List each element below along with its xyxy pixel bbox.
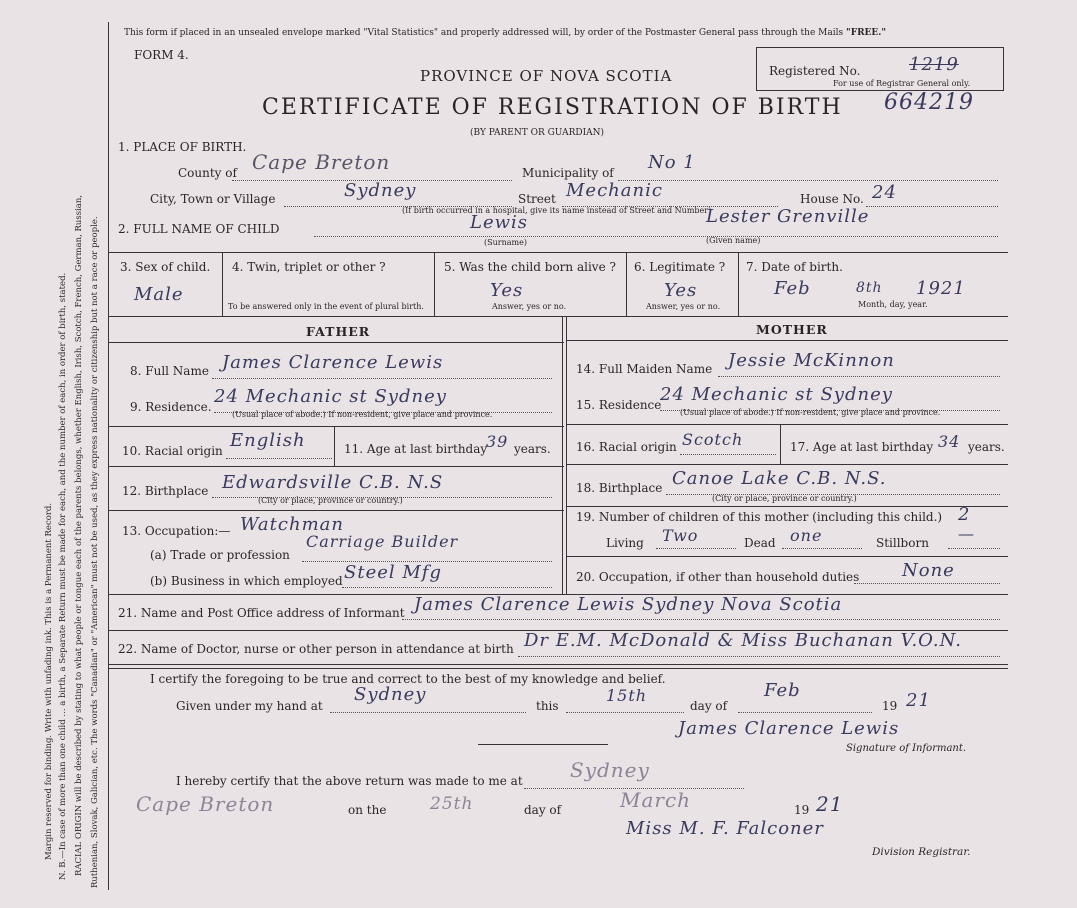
registered-number: 1219 [909,54,959,75]
street-value: Mechanic [566,180,663,201]
certify-day-label: day of [690,699,728,713]
place-section-label: 1. PLACE OF BIRTH. [118,140,247,154]
certify-year-prefix: 19 [882,699,898,713]
mother-name-label: 14. Full Maiden Name [576,362,713,376]
left-border [108,22,109,890]
informant-signature-caption: Signature of Informant. [846,743,967,754]
municipality-value: No 1 [648,152,696,173]
mail-free: "FREE." [846,28,887,38]
this-label: this [536,699,559,713]
given-place: Sydney [354,684,427,705]
mother-children-label: 19. Number of children of this mother (including this child.) [576,510,943,524]
date-label: 7. Date of birth. [746,260,843,274]
registrar-use-note: For use of Registrar General only. [833,79,971,88]
given-caption: (Given name) [706,236,761,245]
registrar-day: 25th [430,794,474,814]
sex-label: 3. Sex of child. [120,260,211,274]
house-label: House No. [800,192,864,206]
form-number: FORM 4. [134,48,189,62]
mother-residence-caption: (Usual place of abode.) If non-resident, give place and province. [680,408,941,417]
legitimate-label: 6. Legitimate ? [634,260,726,274]
mother-age-value: 34 [938,432,961,451]
father-birthplace-label: 12. Birthplace [122,484,209,498]
province-heading: PROVINCE OF NOVA SCOTIA [420,67,673,85]
sex-value: Male [134,284,184,305]
certify-month: Feb [764,680,801,701]
mother-race-label: 16. Racial origin [576,440,677,454]
mother-birthplace-caption: (City or place, province or country.) [712,494,857,503]
mother-birthplace-label: 18. Birthplace [576,481,663,495]
mother-residence-value: 24 Mechanic st Sydney [660,384,893,405]
father-trade-value: Carriage Builder [306,532,459,551]
twin-note: To be answered only in the event of plural birth. [228,302,424,311]
father-business-label: (b) Business in which employed [150,574,343,588]
mother-birthplace-value: Canoe Lake C.B. N.S. [672,468,887,489]
county-value: Cape Breton [252,150,391,174]
certificate-subtitle: (BY PARENT OR GUARDIAN) [470,128,605,138]
alive-label: 5. Was the child born alive ? [444,260,616,274]
stamp-number: 664219 [884,90,974,115]
sidebar-line-4: Ruthenian, Slovak, Galician, etc. The words "Canadian" or "American" must not be used, as they express nationality or citizenship but not a race or people. [90,216,100,888]
father-race-value: English [230,430,306,451]
registrar-year-prefix: 19 [794,803,810,817]
county-label: County of [178,166,237,180]
stillborn-label: Stillborn [876,536,929,550]
mother-age-label: 17. Age at last birthday [790,440,934,454]
dead-value: one [790,526,823,545]
date-caption: Month, day, year. [858,300,928,309]
father-birthplace-value: Edwardsville C.B. N.S [222,472,444,493]
father-residence-caption: (Usual place of abode.) If non-resident, give place and province. [232,410,493,419]
registered-box [756,47,1004,91]
child-name-label: 2. FULL NAME OF CHILD [118,222,280,236]
informant-label: 21. Name and Post Office address of Informant [118,606,405,620]
surname-caption: (Surname) [484,238,527,247]
registrar-year: 21 [816,792,844,816]
mail-notice: This form if placed in an unsealed envelope marked "Vital Statistics" and properly addressed will, by order of the Postmaster General pass through the Mails [124,28,844,38]
hospital-note: (If birth occurred in a hospital, give its name instead of Street and Number) [402,206,712,215]
date-day: 8th [856,280,883,296]
father-residence-label: 9. Residence. [130,400,212,414]
alive-caption: Answer, yes or no. [492,302,567,311]
mother-occupation-value: None [902,560,955,581]
living-label: Living [606,536,644,550]
legitimate-value: Yes [664,280,698,301]
father-name-value: James Clarence Lewis [222,352,444,373]
registrar-statement: I hereby certify that the above return was made to me at [176,774,523,788]
mother-residence-label: 15. Residence [576,398,662,412]
registrar-county: Cape Breton [136,792,275,816]
living-value: Two [662,526,699,545]
mother-age-unit: years. [968,440,1005,454]
legitimate-caption: Answer, yes or no. [646,302,721,311]
informant-value: James Clarence Lewis Sydney Nova Scotia [414,594,843,615]
father-age-unit: years. [514,442,551,456]
registrar-place: Sydney [570,758,650,782]
doctor-value: Dr E.M. McDonald & Miss Buchanan V.O.N. [524,630,962,651]
father-occupation-label: 13. Occupation:— [122,524,231,538]
father-race-label: 10. Racial origin [122,444,223,458]
sidebar-line-3: RACIAL ORIGIN will be described by stating to what people or tongue each of the parents belongs, whether English, Irish, Scotch, French, German, Russian, [74,194,84,876]
given-label: Given under my hand at [176,699,323,713]
father-age-label: 11. Age at last birthday [344,442,488,456]
mother-race-value: Scotch [682,430,744,449]
mother-heading: MOTHER [756,322,828,337]
father-heading: FATHER [306,324,371,339]
father-business-value: Steel Mfg [344,562,442,583]
father-trade-label: (a) Trade or profession [150,548,290,562]
father-occupation-value: Watchman [240,514,344,535]
mother-name-value: Jessie McKinnon [728,350,895,371]
certify-year: 21 [906,690,931,711]
mother-children-value: 2 [958,504,971,525]
date-year: 1921 [916,278,966,299]
stillborn-value: — [958,524,975,543]
certify-day: 15th [606,686,648,705]
mother-occupation-label: 20. Occupation, if other than household duties [576,570,860,584]
twin-label: 4. Twin, triplet or other ? [232,260,386,274]
dead-label: Dead [744,536,776,550]
informant-signature: James Clarence Lewis [678,718,900,739]
date-month: Feb [774,278,811,299]
sidebar-line-2: N. B.—In case of more than one child ... a birth, a Separate Return must be made for each, and the number of each, in order of birth, stated. [58,272,68,880]
registrar-signature: Miss M. F. Falconer [626,818,824,839]
father-residence-value: 24 Mechanic st Sydney [214,386,447,407]
municipality-label: Municipality of [522,166,614,180]
father-birthplace-caption: (City or place, province or country.) [258,496,403,505]
house-value: 24 [872,182,897,203]
registrar-on-the: on the [348,803,387,817]
registrar-month: March [620,788,692,812]
city-value: Sydney [344,180,417,201]
child-surname: Lewis [470,212,529,233]
city-label: City, Town or Village [150,192,276,206]
certificate-title: CERTIFICATE OF REGISTRATION OF BIRTH [262,95,843,120]
certify-statement: I certify the foregoing to be true and correct to the best of my knowledge and belief. [150,672,666,686]
sidebar-line-1: Margin reserved for binding. Write with unfading ink. This is a Permanent Record. [44,502,54,860]
doctor-label: 22. Name of Doctor, nurse or other person in attendance at birth [118,642,514,656]
street-label: Street [518,192,556,206]
child-given-name: Lester Grenville [706,206,870,227]
registrar-day-of: day of [524,803,562,817]
registrar-caption: Division Registrar. [872,846,971,858]
registered-label: Registered No. [769,64,861,78]
father-name-label: 8. Full Name [130,364,209,378]
father-age-value: 39 [486,432,509,451]
alive-value: Yes [490,280,524,301]
